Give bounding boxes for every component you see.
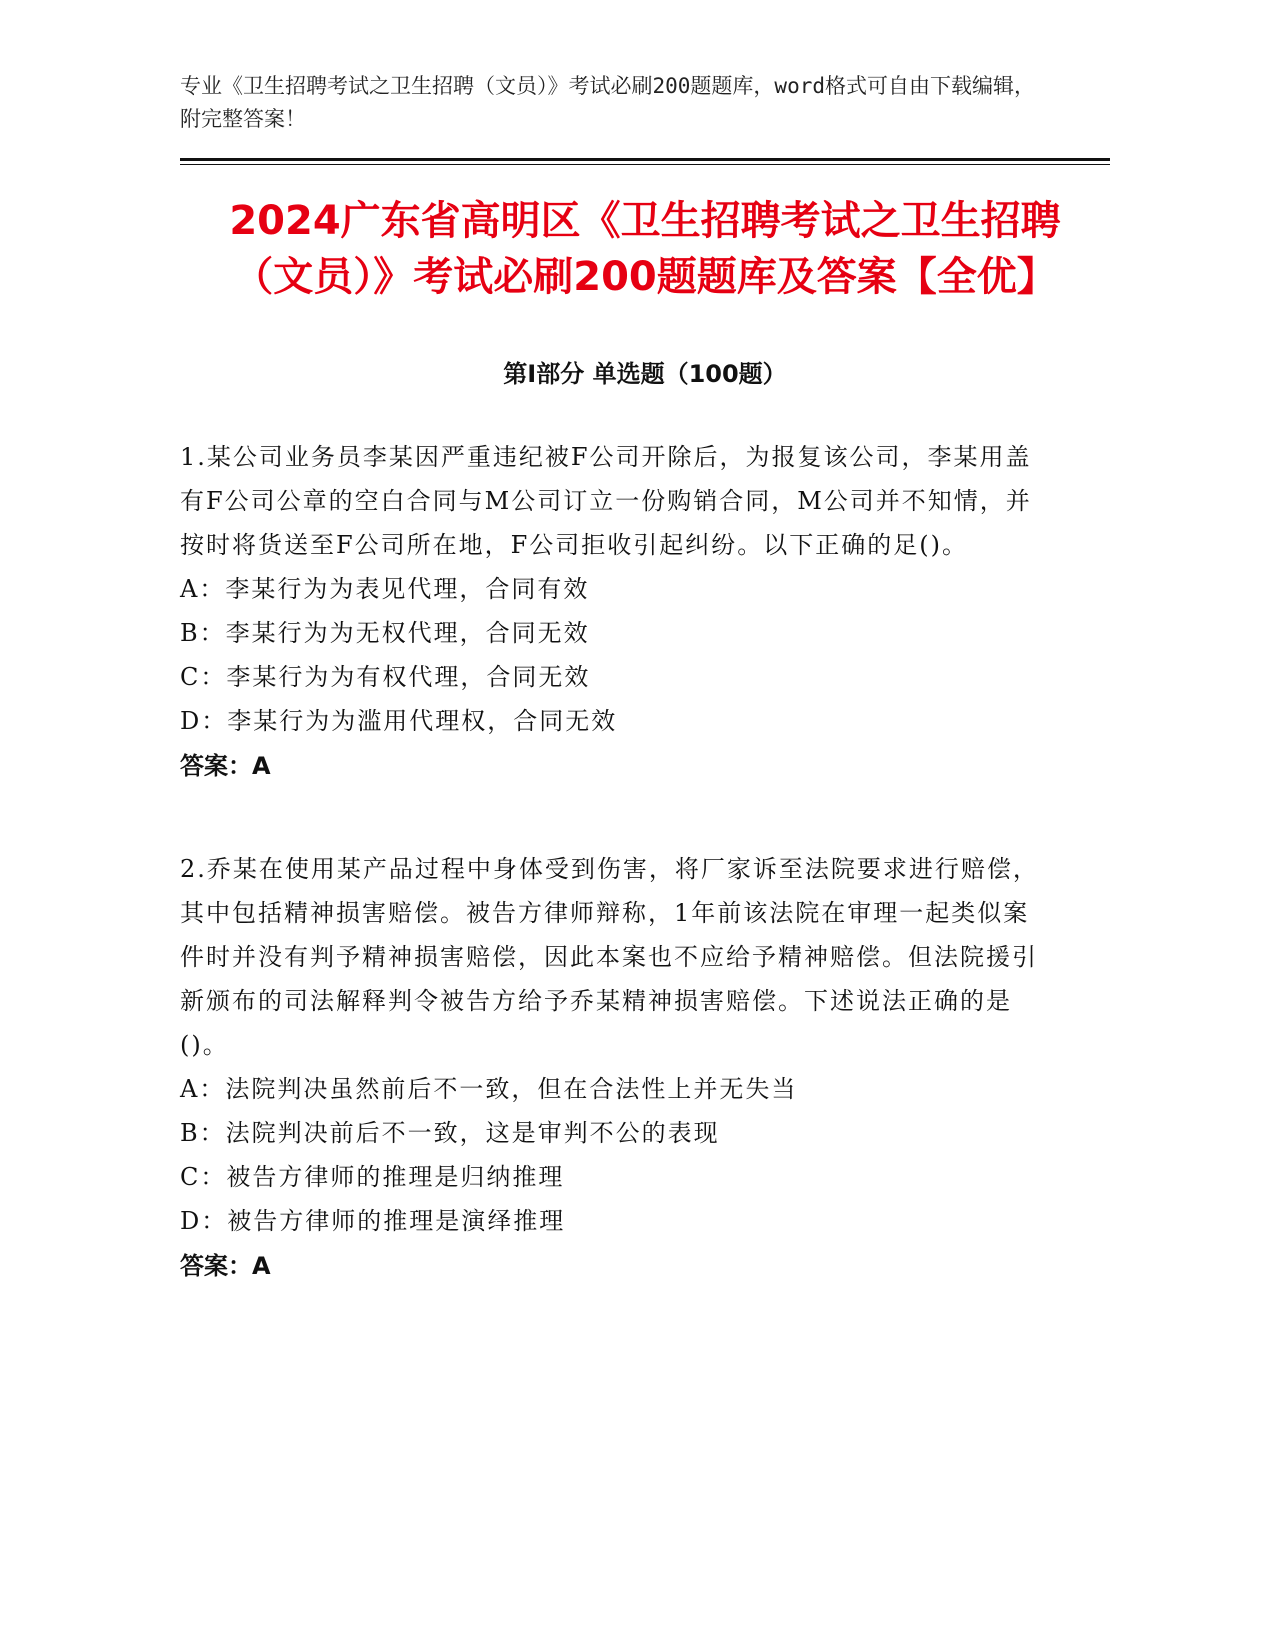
header-rule-thick bbox=[180, 158, 1110, 161]
header-note: 专业《卫生招聘考试之卫生招聘（文员）》考试必刷200题题库，word格式可自由下载编辑，附完整答案！ bbox=[180, 74, 1035, 131]
option-d: D：李某行为为滥用代理权，合同无效 bbox=[180, 707, 618, 735]
document-page bbox=[180, 70, 1110, 1289]
option-c: C：被告方律师的推理是归纳推理 bbox=[180, 1163, 565, 1191]
option-a: A：法院判决虽然前后不一致，但在合法性上并无失当 bbox=[180, 1075, 798, 1103]
option-a: A：李某行为为表见代理，合同有效 bbox=[180, 575, 590, 603]
answer: 答案：A bbox=[180, 1252, 271, 1280]
question-stem: 1.某公司业务员李某因严重违纪被F公司开除后，为报复该公司，李某用盖有F公司公章的空白合同与M公司订立一份购销合同，M公司并不知情，并按时将货送至F公司所在地，F公司拒收引起纠纷。以下正确的足()。 bbox=[180, 443, 1032, 559]
answer: 答案：A bbox=[180, 752, 271, 780]
section-heading: 第Ⅰ部分 单选题（100题） bbox=[503, 360, 787, 388]
option-d: D：被告方律师的推理是演绎推理 bbox=[180, 1207, 566, 1235]
question-1 bbox=[180, 435, 1110, 789]
header-rule-thin bbox=[180, 164, 1110, 165]
option-c: C：李某行为为有权代理，合同无效 bbox=[180, 663, 591, 691]
question-2 bbox=[180, 847, 1110, 1289]
question-stem: 2.乔某在使用某产品过程中身体受到伤害，将厂家诉至法院要求进行赔偿，其中包括精神损害赔偿。被告方律师辩称，1年前该法院在审理一起类似案件时并没有判予精神损害赔偿，因此本案也不应给予精神赔偿。但法院援引新颁布的司法解释判令被告方给予乔某精神损害赔偿。下述说法正确的是()。 bbox=[180, 855, 1039, 1059]
option-b: B：李某行为为无权代理，合同无效 bbox=[180, 619, 590, 647]
document-title: 2024广东省高明区《卫生招聘考试之卫生招聘（文员）》考试必刷200题题库及答案【全优】 bbox=[229, 198, 1061, 300]
option-b: B：法院判决前后不一致，这是审判不公的表现 bbox=[180, 1119, 720, 1147]
